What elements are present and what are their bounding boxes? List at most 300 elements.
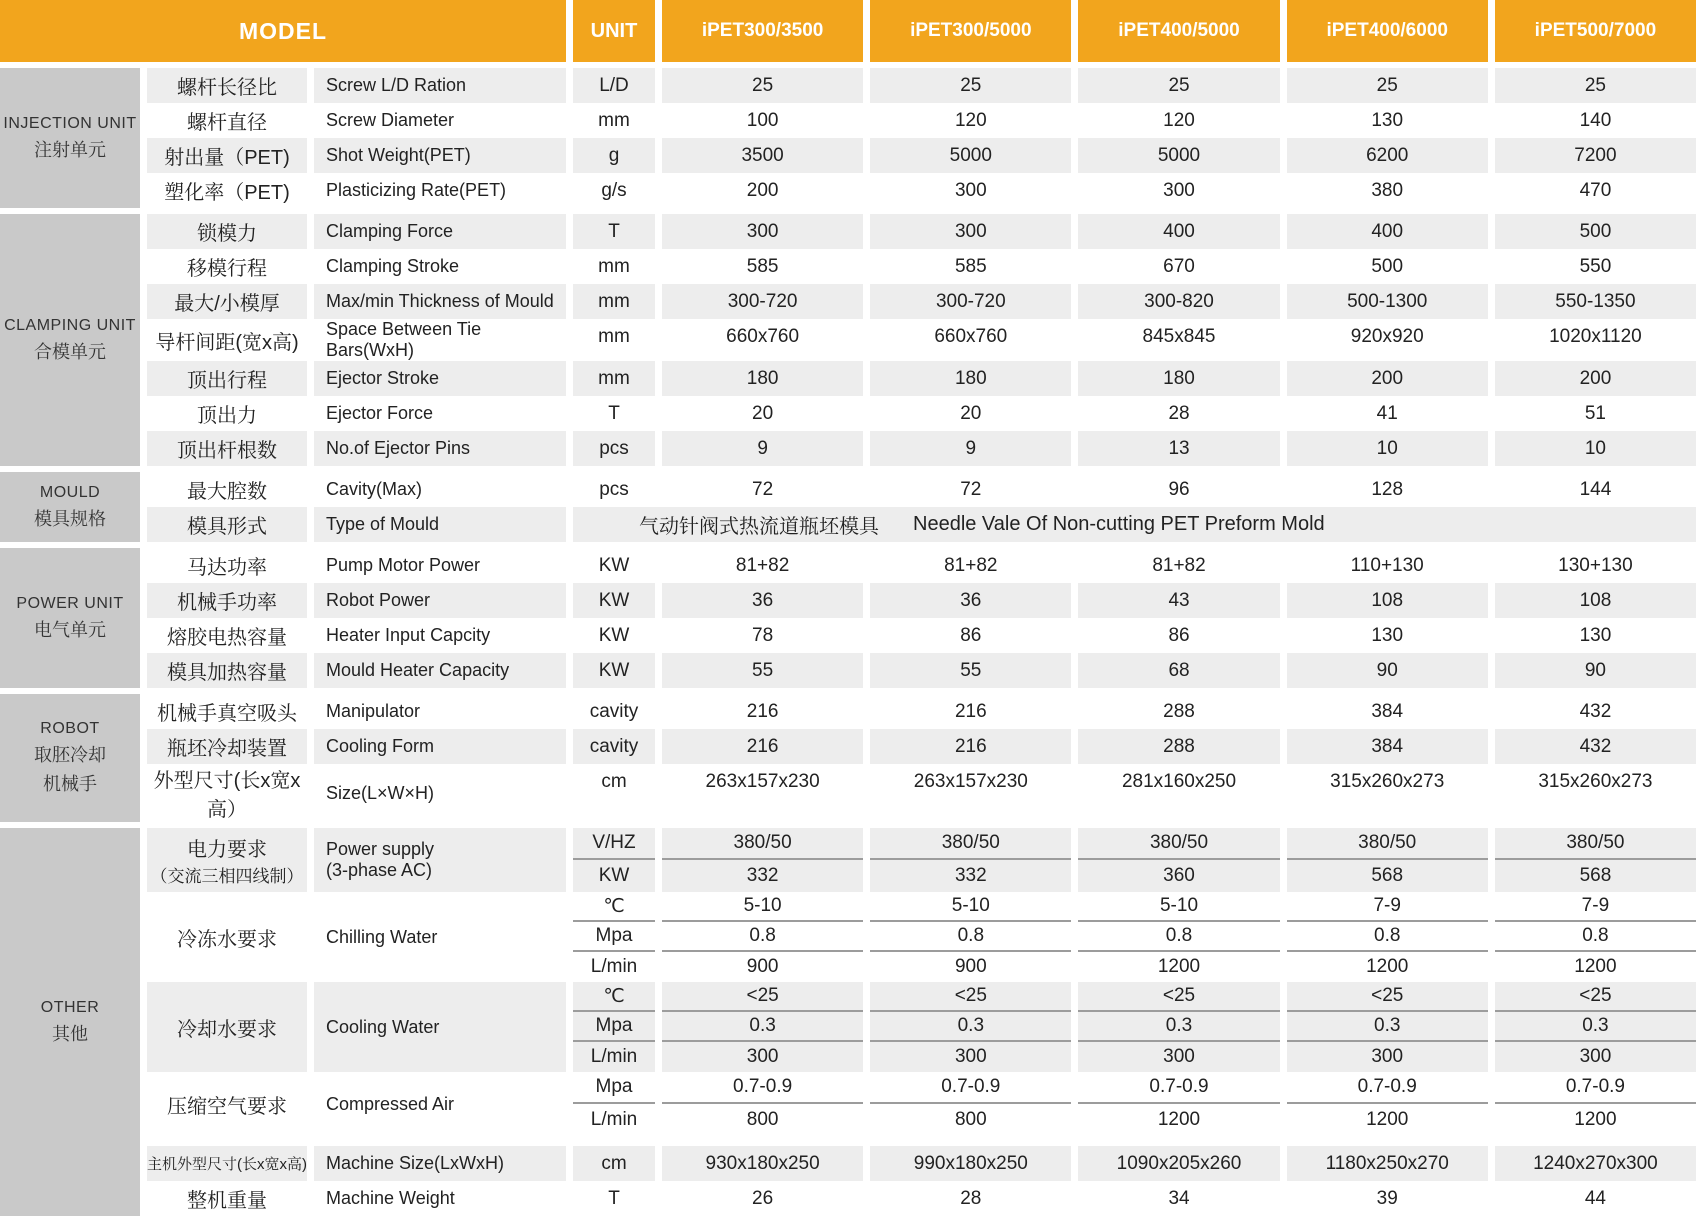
unit-cell: cm — [573, 1146, 655, 1181]
value-cell: 380 — [1287, 173, 1488, 208]
row-label-en-line: Clamping Force — [326, 221, 454, 241]
value-cell: 130 — [1495, 618, 1696, 653]
spec-row-group — [147, 103, 1696, 138]
value-cell: 315x260x273 — [1495, 764, 1696, 799]
value-cell: 41 — [1287, 396, 1488, 431]
unit-cell: KW — [573, 860, 655, 892]
value-cell: 920x920 — [1287, 319, 1488, 354]
spec-row-group — [147, 173, 1696, 208]
value-cell: 86 — [870, 618, 1071, 653]
value-cell: 216 — [870, 729, 1071, 764]
row-label-en-line: No.of Ejector Pins — [326, 438, 471, 458]
section — [0, 68, 1696, 208]
value-cell: <25 — [1495, 982, 1696, 1012]
unit-cell: pcs — [573, 431, 655, 466]
value-cell: 55 — [870, 653, 1071, 688]
unit-cell: L/min — [573, 1104, 655, 1136]
row-label-cn — [147, 828, 307, 892]
spec-subrow — [573, 583, 1696, 618]
row-values-area — [573, 1072, 1696, 1136]
spec-subrow — [573, 653, 1696, 688]
spec-subrow — [573, 1072, 1696, 1104]
unit-header-label: UNIT — [590, 19, 638, 42]
value-cell: 1200 — [1495, 1104, 1696, 1136]
unit-cell: KW — [573, 653, 655, 688]
value-cell: 263x157x230 — [662, 764, 863, 799]
row-label-en — [314, 1146, 566, 1181]
value-cell: 585 — [662, 249, 863, 284]
row-values-area — [573, 472, 1696, 507]
row-label-en — [314, 583, 566, 618]
value-cell: 568 — [1495, 860, 1696, 892]
row-label-en-line: Chilling Water — [326, 926, 438, 947]
unit-cell: T — [573, 1181, 655, 1216]
value-cell: 130 — [1287, 103, 1488, 138]
row-label-cn-line: 整机重量 — [187, 1190, 267, 1212]
row-values-area — [573, 1181, 1696, 1216]
group-label-cn: 模具规格 — [34, 508, 106, 529]
row-label-en — [314, 319, 566, 361]
spec-row-group — [147, 68, 1696, 103]
spec-subrow — [573, 952, 1696, 982]
unit-cell: pcs — [573, 472, 655, 507]
value-cell: 81+82 — [1078, 548, 1279, 583]
row-label-cn — [147, 361, 307, 396]
section-rows — [147, 694, 1696, 822]
value-cell: 36 — [662, 583, 863, 618]
value-cell: 300 — [870, 1042, 1071, 1072]
value-cell: 55 — [662, 653, 863, 688]
unit-cell: KW — [573, 548, 655, 583]
group-label-cn: 电气单元 — [34, 619, 106, 640]
value-cell: 0.7-0.9 — [1495, 1072, 1696, 1104]
unit-cell: mm — [573, 319, 655, 354]
spec-subrow — [573, 319, 1696, 354]
row-label-en — [314, 138, 566, 173]
row-label-en-line: Power supply — [326, 839, 435, 859]
row-label-cn-line: 射出量（PET) — [164, 147, 290, 169]
value-cell: 5000 — [1078, 138, 1279, 173]
row-label-cn — [147, 319, 307, 361]
value-cell: 1200 — [1287, 952, 1488, 982]
row-label-cn-line: 锁模力 — [197, 223, 257, 245]
value-cell: 300-820 — [1078, 284, 1279, 319]
row-values-area — [573, 138, 1696, 173]
row-label-cn-line: 冷却水要求 — [177, 1018, 277, 1041]
row-label-cn-line: （交流三相四线制） — [150, 867, 304, 886]
value-cell: 128 — [1287, 472, 1488, 507]
spec-subrow — [573, 860, 1696, 892]
value-cell: 550 — [1495, 249, 1696, 284]
merged-value-en: Needle Vale Of Non-cutting PET Preform Mold — [913, 513, 1325, 535]
row-label-cn — [147, 249, 307, 284]
value-cell: <25 — [1078, 982, 1279, 1012]
value-cell: 432 — [1495, 694, 1696, 729]
value-cell: 140 — [1495, 103, 1696, 138]
unit-cell: Mpa — [573, 1072, 655, 1104]
value-cell: 25 — [1078, 68, 1279, 103]
value-cell: 200 — [1287, 361, 1488, 396]
value-cell: 1180x250x270 — [1287, 1146, 1488, 1181]
row-label-en — [314, 982, 566, 1072]
unit-cell: ℃ — [573, 892, 655, 922]
unit-cell: ℃ — [573, 982, 655, 1012]
value-cell: 0.3 — [662, 1012, 863, 1042]
row-label-cn-line: 机械手真空吸头 — [157, 703, 297, 725]
row-label-en-line: Mould Heater Capacity — [326, 660, 510, 680]
row-values-area — [573, 583, 1696, 618]
spec-row-group — [147, 1072, 1696, 1136]
row-values-area — [573, 319, 1696, 361]
row-label-en-line: Machine Size(LxWxH) — [326, 1153, 505, 1173]
value-cell: 72 — [662, 472, 863, 507]
value-cell: 0.8 — [1495, 922, 1696, 952]
row-values-area — [573, 361, 1696, 396]
value-cell: 800 — [870, 1104, 1071, 1136]
spec-subrow — [573, 729, 1696, 764]
value-cell: 72 — [870, 472, 1071, 507]
spec-row-group — [147, 828, 1696, 892]
row-label-en-line: (3-phase AC) — [326, 860, 433, 880]
value-cell: 332 — [662, 860, 863, 892]
row-label-cn — [147, 138, 307, 173]
spec-subrow — [573, 103, 1696, 138]
spec-subrow — [573, 922, 1696, 952]
value-cell: 216 — [662, 694, 863, 729]
value-cell: 470 — [1495, 173, 1696, 208]
value-cell: <25 — [870, 982, 1071, 1012]
spec-row-group — [147, 982, 1696, 1072]
unit-cell: cavity — [573, 694, 655, 729]
row-label-cn-line: 熔胶电热容量 — [167, 627, 287, 649]
model-header-label: MODEL — [238, 17, 328, 44]
value-cell: 0.7-0.9 — [1078, 1072, 1279, 1104]
value-cell: 43 — [1078, 583, 1279, 618]
value-cell: 81+82 — [870, 548, 1071, 583]
spec-row-group — [147, 1181, 1696, 1216]
group-label-en: CLAMPING UNIT — [4, 316, 136, 334]
spec-row-group — [147, 396, 1696, 431]
row-label-cn-line: 马达功率 — [187, 557, 267, 579]
row-label-cn-line: 塑化率（PET) — [164, 182, 290, 204]
unit-cell: V/HZ — [573, 828, 655, 860]
spec-row-group — [147, 214, 1696, 249]
value-cell: 5-10 — [1078, 892, 1279, 922]
row-label-cn — [147, 396, 307, 431]
value-cell: 216 — [662, 729, 863, 764]
value-cell: 1200 — [1078, 1104, 1279, 1136]
unit-cell: mm — [573, 361, 655, 396]
value-cell: 300 — [870, 214, 1071, 249]
spec-subrow — [573, 548, 1696, 583]
value-cell: 660x760 — [870, 319, 1071, 354]
value-cell: 20 — [662, 396, 863, 431]
value-cell: 90 — [1287, 653, 1488, 688]
row-label-cn — [147, 173, 307, 208]
row-label-en — [314, 653, 566, 688]
unit-cell: mm — [573, 284, 655, 319]
value-cell: 20 — [870, 396, 1071, 431]
unit-cell: Mpa — [573, 922, 655, 952]
row-label-en-line: Screw Diameter — [326, 110, 455, 130]
value-cell: 432 — [1495, 729, 1696, 764]
unit-cell: g — [573, 138, 655, 173]
row-label-cn — [147, 507, 307, 542]
row-label-cn — [147, 729, 307, 764]
unit-cell: T — [573, 214, 655, 249]
value-cell: 120 — [1078, 103, 1279, 138]
group-cell — [0, 548, 140, 688]
value-cell: 300 — [1078, 173, 1279, 208]
spec-subrow — [573, 982, 1696, 1012]
spec-subrow — [573, 1181, 1696, 1216]
value-cell: 44 — [1495, 1181, 1696, 1216]
row-label-cn — [147, 764, 307, 822]
section — [0, 472, 1696, 542]
value-cell: 10 — [1287, 431, 1488, 466]
row-label-cn — [147, 1072, 307, 1136]
value-cell: 81+82 — [662, 548, 863, 583]
row-label-cn — [147, 583, 307, 618]
spec-row-group — [147, 319, 1696, 361]
group-label-cn: 机械手 — [43, 774, 97, 794]
row-values-area — [573, 68, 1696, 103]
spec-subrow — [573, 284, 1696, 319]
value-cell: 0.3 — [1495, 1012, 1696, 1042]
spec-row-group — [147, 138, 1696, 173]
value-cell: 900 — [870, 952, 1071, 982]
spec-row-group — [147, 472, 1696, 507]
group-cell — [0, 472, 140, 542]
value-cell: 25 — [1287, 68, 1488, 103]
row-label-en — [314, 1072, 566, 1136]
value-cell: 34 — [1078, 1181, 1279, 1216]
row-label-cn-line: 冷冻水要求 — [177, 928, 277, 951]
value-cell: 5000 — [870, 138, 1071, 173]
row-label-cn-line: 移模行程 — [187, 258, 267, 280]
section — [0, 214, 1696, 466]
unit-cell: g/s — [573, 173, 655, 208]
spec-row-group — [147, 284, 1696, 319]
value-cell: 144 — [1495, 472, 1696, 507]
row-label-en — [314, 892, 566, 982]
table-body — [0, 62, 1696, 1216]
row-label-en-line: Cavity(Max) — [326, 479, 423, 499]
value-cell: 5-10 — [870, 892, 1071, 922]
value-cell: 200 — [1495, 361, 1696, 396]
spec-row-group — [147, 892, 1696, 982]
row-label-cn — [147, 68, 307, 103]
value-cell: 90 — [1495, 653, 1696, 688]
value-cell: 28 — [1078, 396, 1279, 431]
value-cell: 263x157x230 — [870, 764, 1071, 799]
spec-row-group — [147, 431, 1696, 466]
value-cell: 10 — [1495, 431, 1696, 466]
row-label-en-line: Heater Input Capcity — [326, 625, 491, 645]
value-cell: 36 — [870, 583, 1071, 618]
value-cell: 180 — [870, 361, 1071, 396]
section-rows — [147, 214, 1696, 466]
row-label-en-line: Shot Weight(PET) — [326, 145, 471, 165]
value-cell: 3500 — [662, 138, 863, 173]
row-label-en-line: Ejector Stroke — [326, 368, 440, 388]
model-header — [0, 0, 566, 62]
value-cell: 25 — [1495, 68, 1696, 103]
value-cell: 180 — [662, 361, 863, 396]
unit-header — [573, 0, 655, 62]
row-label-cn — [147, 548, 307, 583]
value-cell: 568 — [1287, 860, 1488, 892]
unit-cell: cm — [573, 764, 655, 799]
value-cell: 26 — [662, 1181, 863, 1216]
model-column-header: iPET300/5000 — [870, 0, 1071, 62]
value-cell: 930x180x250 — [662, 1146, 863, 1181]
spec-row-group — [147, 618, 1696, 653]
value-cell: 380/50 — [662, 828, 863, 860]
spec-subrow — [573, 138, 1696, 173]
spec-subrow — [573, 361, 1696, 396]
value-cell: 180 — [1078, 361, 1279, 396]
row-label-cn-line: 螺杆直径 — [187, 112, 267, 134]
group-label-en: ROBOT — [40, 720, 100, 737]
row-label-cn — [147, 653, 307, 688]
row-label-en-line: Ejector Force — [326, 403, 434, 423]
unit-cell: L/min — [573, 1042, 655, 1072]
row-label-cn — [147, 1146, 307, 1181]
row-label-en-line: Machine Weight — [326, 1188, 455, 1208]
row-label-cn-line: 外型尺寸(长x宽x高） — [153, 770, 301, 821]
row-values-area — [573, 103, 1696, 138]
spec-row-group — [147, 249, 1696, 284]
value-cell: 300 — [662, 214, 863, 249]
section-rows — [147, 472, 1696, 542]
value-cell: 7-9 — [1287, 892, 1488, 922]
row-values-area — [573, 1146, 1696, 1181]
row-label-en-line: Plasticizing Rate(PET) — [326, 180, 507, 200]
value-cell: 130+130 — [1495, 548, 1696, 583]
row-label-cn-line: 最大/小模厚 — [174, 293, 280, 315]
value-cell: 500 — [1287, 249, 1488, 284]
row-label-en — [314, 548, 566, 583]
unit-cell: mm — [573, 103, 655, 138]
spec-subrow — [573, 1146, 1696, 1181]
value-cell: 300 — [662, 1042, 863, 1072]
unit-cell: cavity — [573, 729, 655, 764]
value-cell: 315x260x273 — [1287, 764, 1488, 799]
row-values-area — [573, 618, 1696, 653]
value-cell: 1240x270x300 — [1495, 1146, 1696, 1181]
row-label-cn — [147, 982, 307, 1072]
value-cell: 1020x1120 — [1495, 319, 1696, 354]
row-label-en — [314, 68, 566, 103]
value-cell: 0.7-0.9 — [870, 1072, 1071, 1104]
value-cell: 5-10 — [662, 892, 863, 922]
row-values-area — [573, 892, 1696, 982]
row-label-cn — [147, 214, 307, 249]
value-cell: 1200 — [1078, 952, 1279, 982]
value-cell: 900 — [662, 952, 863, 982]
spec-subrow — [573, 173, 1696, 208]
group-label-en: POWER UNIT — [16, 594, 124, 612]
value-cell: 800 — [662, 1104, 863, 1136]
value-cell: 9 — [870, 431, 1071, 466]
spec-subrow — [573, 249, 1696, 284]
spec-row-group — [147, 694, 1696, 729]
group-cell — [0, 694, 140, 822]
row-label-cn-line: 瓶坯冷却装置 — [167, 738, 287, 760]
value-cell: 380/50 — [1495, 828, 1696, 860]
row-label-cn-line: 顶出行程 — [187, 370, 267, 392]
value-cell: 500 — [1495, 214, 1696, 249]
value-cell: 0.8 — [870, 922, 1071, 952]
model-column-header: iPET400/6000 — [1287, 0, 1488, 62]
spec-subrow — [573, 618, 1696, 653]
section — [0, 828, 1696, 1216]
row-label-cn — [147, 1181, 307, 1216]
value-cell: 108 — [1287, 583, 1488, 618]
spec-subrow — [573, 1042, 1696, 1072]
row-label-cn-line: 最大腔数 — [187, 481, 267, 503]
row-values-area — [573, 653, 1696, 688]
row-label-cn-line: 模具加热容量 — [167, 662, 287, 684]
row-values-area — [573, 764, 1696, 822]
row-label-en — [314, 694, 566, 729]
group-label-en: INJECTION UNIT — [3, 114, 137, 132]
section — [0, 548, 1696, 688]
value-cell: 1090x205x260 — [1078, 1146, 1279, 1181]
spec-subrow — [573, 694, 1696, 729]
value-cell: 380/50 — [1078, 828, 1279, 860]
row-label-en-line: Cooling Form — [326, 736, 435, 756]
value-cell: 120 — [870, 103, 1071, 138]
value-cell: 86 — [1078, 618, 1279, 653]
group-cell — [0, 68, 140, 208]
model-column-header: iPET300/3500 — [662, 0, 863, 62]
row-label-en — [314, 472, 566, 507]
merged-value-cell — [573, 507, 1696, 542]
row-values-area — [573, 982, 1696, 1072]
row-label-cn-line: 顶出力 — [197, 405, 257, 427]
row-label-cn — [147, 284, 307, 319]
spec-row-group — [147, 729, 1696, 764]
row-values-area — [573, 173, 1696, 208]
value-cell: 13 — [1078, 431, 1279, 466]
spec-row-group — [147, 361, 1696, 396]
value-cell: 300 — [1495, 1042, 1696, 1072]
row-label-cn-line: 电力要求 — [187, 839, 267, 861]
row-label-en-line: Max/min Thickness of Mould — [326, 291, 554, 311]
row-label-cn — [147, 472, 307, 507]
value-cell: 78 — [662, 618, 863, 653]
row-values-area — [573, 431, 1696, 466]
row-values-area — [573, 507, 1696, 542]
row-label-en-line: Clamping Stroke — [326, 256, 460, 276]
value-cell: 288 — [1078, 729, 1279, 764]
value-cell: 990x180x250 — [870, 1146, 1071, 1181]
row-label-cn — [147, 694, 307, 729]
row-values-area — [573, 828, 1696, 892]
value-cell: 0.3 — [1078, 1012, 1279, 1042]
value-cell: <25 — [662, 982, 863, 1012]
group-label-cn: 取胚冷却 — [34, 745, 106, 765]
value-cell: 300 — [1078, 1042, 1279, 1072]
value-cell: 380/50 — [870, 828, 1071, 860]
section-rows — [147, 828, 1696, 1216]
spec-subrow — [573, 214, 1696, 249]
table-header — [0, 0, 1696, 62]
row-label-en — [314, 764, 566, 822]
value-cell: 6200 — [1287, 138, 1488, 173]
